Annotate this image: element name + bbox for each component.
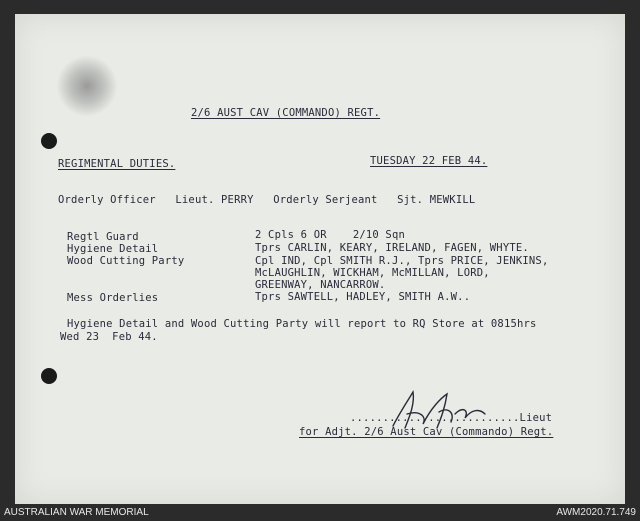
duty-label: Hygiene Detail [67,243,159,255]
orderly-line: Orderly Officer Lieut. PERRY Orderly Serjeant Sjt. MEWKILL [58,194,476,206]
footer-right: AWM2020.71.749 [556,507,636,518]
document-date: TUESDAY 22 FEB 44. [370,155,488,167]
document-page [15,14,625,504]
duty-detail: Tprs SAWTELL, HADLEY, SMITH A.W.. [255,291,471,303]
ink-smudge [57,56,117,116]
duty-label: Regtl Guard [67,231,139,243]
duty-label: Wood Cutting Party [67,255,185,267]
duty-detail: 2 Cpls 6 OR 2/10 Sqn [255,229,405,241]
duty-detail: McLAUGHLIN, WICKHAM, McMILLAN, LORD, [255,267,490,279]
section-title: REGIMENTAL DUTIES. [58,158,176,170]
duty-detail: GREENWAY, NANCARROW. [255,279,386,291]
note-line-2: Wed 23 Feb 44. [60,331,158,343]
duty-detail: Tprs CARLIN, KEARY, IRELAND, FAGEN, WHYTE. [255,242,529,254]
document-heading: 2/6 AUST CAV (COMMANDO) REGT. [191,107,381,119]
duty-detail: Cpl IND, Cpl SMITH R.J., Tprs PRICE, JENKINS, [255,255,549,267]
signature-line: ..........................Lieut [350,412,553,424]
note-line-1: Hygiene Detail and Wood Cutting Party will report to RQ Store at 0815hrs [67,318,537,330]
footer-left: AUSTRALIAN WAR MEMORIAL [4,507,149,518]
punch-hole-bottom [41,368,57,384]
duty-label: Mess Orderlies [67,292,159,304]
signature-for: for Adjt. 2/6 Aust Cav (Commando) Regt. [299,426,554,438]
punch-hole-top [41,133,57,149]
